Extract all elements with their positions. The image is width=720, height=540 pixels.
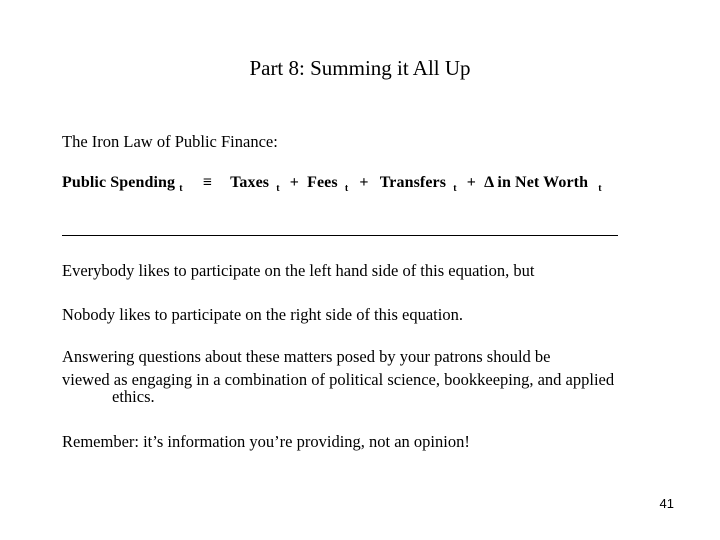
- eq-term-taxes: Taxes: [230, 174, 270, 191]
- eq-lhs-subscript: t: [179, 183, 183, 194]
- page-number: 41: [659, 496, 674, 511]
- eq-plus-3: +: [466, 174, 476, 191]
- eq-net-worth-subscript: t: [598, 183, 602, 194]
- eq-plus-1: +: [289, 174, 299, 191]
- paragraph-line-2: viewed as engaging in a combination of political science, bookkeeping, and applied: [62, 370, 615, 389]
- paragraph-line-3: ethics.: [112, 387, 155, 406]
- eq-lhs: Public Spending: [62, 174, 176, 191]
- eq-term-fees: Fees: [307, 174, 338, 191]
- paragraph-line-1: Answering questions about these matters posed by your patrons should be: [62, 347, 551, 366]
- slide-title: Part 8: Summing it All Up: [249, 56, 471, 80]
- eq-fees-subscript: t: [344, 183, 349, 194]
- eq-term-net-worth: Δ in Net Worth: [484, 174, 589, 191]
- intro-text: The Iron Law of Public Finance:: [62, 132, 278, 151]
- right-side-text: Nobody likes to participate on the right side of this equation.: [62, 305, 463, 324]
- iron-law-equation: [62, 174, 602, 194]
- eq-transfers-subscript: t: [453, 183, 457, 194]
- eq-taxes-subscript: t: [276, 183, 280, 194]
- horizontal-rule: [62, 235, 618, 236]
- eq-term-transfers: Transfers: [379, 174, 447, 191]
- eq-identity-symbol: ≡: [202, 174, 212, 191]
- eq-plus-2: +: [359, 174, 369, 191]
- closing-text: Remember: it’s information you’re providing, not an opinion!: [62, 432, 470, 451]
- left-side-text: Everybody likes to participate on the left hand side of this equation, but: [62, 261, 535, 280]
